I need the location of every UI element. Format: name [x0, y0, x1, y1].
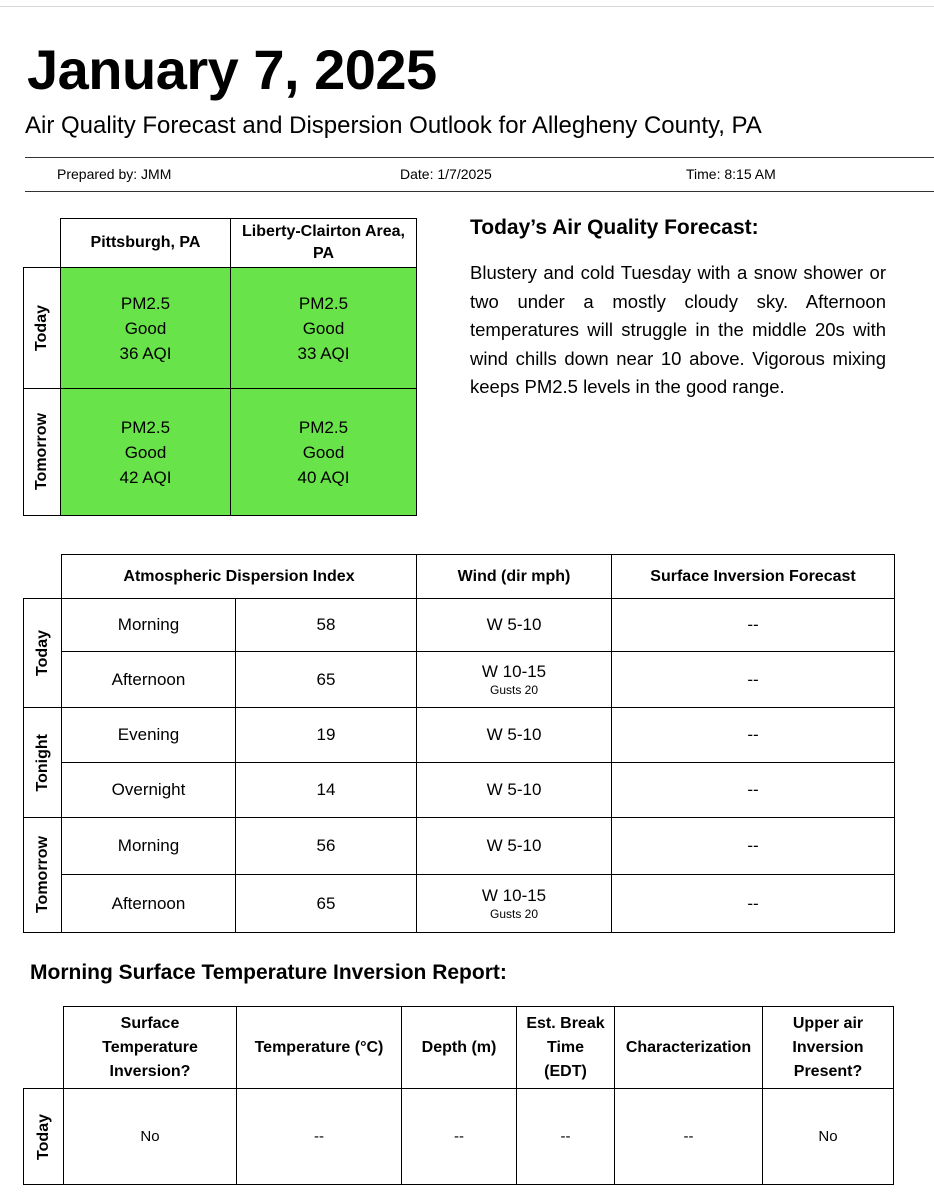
wind-speed: W 5-10 [486, 615, 542, 634]
period-label: Morning [62, 818, 236, 875]
col-wind: Wind (dir mph) [417, 555, 612, 599]
dispersion-table [23, 554, 895, 933]
page-subtitle: Air Quality Forecast and Dispersion Outlook for Allegheny County, PA [25, 112, 762, 139]
header-line: Est. Break [526, 1014, 605, 1032]
aqi-tomorrow-pittsburgh [61, 389, 231, 516]
dispersion-corner [24, 555, 62, 599]
inversion-value: -- [612, 875, 895, 933]
wind-value [417, 875, 612, 933]
inversion-value: -- [612, 763, 895, 818]
top-border [0, 6, 934, 7]
aqi-category: Good [124, 318, 167, 338]
surface-inversion-value: No [64, 1089, 237, 1185]
header-line: Inversion [792, 1038, 864, 1056]
dispersion-index-value: 65 [236, 652, 417, 708]
wind-speed: W 5-10 [486, 725, 542, 744]
period-label: Afternoon [62, 875, 236, 933]
col-characterization: Characterization [615, 1007, 763, 1089]
wind-value [417, 818, 612, 875]
wind-gust: Gusts 20 [490, 906, 539, 921]
report-time: Time: 8:15 AM [686, 166, 776, 182]
header-line: Surface [120, 1014, 180, 1032]
header-line: Upper air [792, 1014, 864, 1032]
wind-value [417, 708, 612, 763]
depth-value: -- [402, 1089, 517, 1185]
page-title: January 7, 2025 [27, 38, 437, 101]
aqi-table [23, 218, 417, 516]
group-today: Today [24, 599, 62, 708]
inversion-value: -- [612, 652, 895, 708]
period-label: Evening [62, 708, 236, 763]
aqi-tomorrow-liberty [231, 389, 417, 516]
inversion-row-today: Today [24, 1089, 64, 1185]
inversion-corner [24, 1007, 64, 1089]
prepared-by: Prepared by: JMM [57, 166, 172, 182]
aqi-row-tomorrow: Tomorrow [24, 389, 61, 516]
period-label: Afternoon [62, 652, 236, 708]
wind-gust: Gusts 20 [490, 682, 539, 697]
wind-speed: W 5-10 [486, 780, 542, 799]
aqi-value: 33 AQI [297, 343, 350, 363]
col-surface-inversion: Surface Inversion Forecast [612, 555, 895, 599]
aqi-col-liberty: Liberty-Clairton Area, PA [231, 219, 417, 268]
wind-speed: W 5-10 [486, 836, 542, 855]
header-line: Inversion? [109, 1062, 191, 1080]
aqi-corner [24, 219, 61, 268]
aqi-today-pittsburgh [61, 268, 231, 389]
dispersion-index-value: 19 [236, 708, 417, 763]
wind-speed: W 10-15 [481, 885, 547, 905]
pollutant: PM2.5 [298, 417, 349, 437]
inversion-report-heading: Morning Surface Temperature Inversion Report: [30, 961, 507, 984]
temperature-value: -- [237, 1089, 402, 1185]
header-line: (EDT) [544, 1062, 587, 1080]
aqi-value: 42 AQI [119, 467, 172, 487]
aqi-value: 40 AQI [297, 467, 350, 487]
header-line: Temperature [102, 1038, 198, 1056]
meta-top-rule [25, 157, 934, 158]
characterization-value: -- [615, 1089, 763, 1185]
aqi-category: Good [124, 442, 167, 462]
forecast-heading: Today’s Air Quality Forecast: [470, 216, 759, 239]
col-upper-air [763, 1007, 894, 1089]
inversion-value: -- [612, 708, 895, 763]
col-depth: Depth (m) [402, 1007, 517, 1089]
dispersion-index-value: 65 [236, 875, 417, 933]
header-line: Time [546, 1038, 585, 1056]
wind-value [417, 599, 612, 652]
pollutant: PM2.5 [120, 293, 171, 313]
wind-value [417, 652, 612, 708]
dispersion-index-value: 14 [236, 763, 417, 818]
group-tonight: Tonight [24, 708, 62, 818]
col-dispersion-index: Atmospheric Dispersion Index [62, 555, 417, 599]
header-line: Present? [793, 1062, 863, 1080]
wind-speed: W 10-15 [481, 661, 547, 681]
aqi-value: 36 AQI [119, 343, 172, 363]
inversion-value: -- [612, 818, 895, 875]
pollutant: PM2.5 [298, 293, 349, 313]
dispersion-index-value: 56 [236, 818, 417, 875]
wind-value [417, 763, 612, 818]
aqi-row-today: Today [24, 268, 61, 389]
meta-bottom-rule [25, 191, 934, 192]
dispersion-index-value: 58 [236, 599, 417, 652]
aqi-category: Good [302, 318, 345, 338]
group-tomorrow: Tomorrow [24, 818, 62, 933]
period-label: Morning [62, 599, 236, 652]
period-label: Overnight [62, 763, 236, 818]
upper-air-value: No [763, 1089, 894, 1185]
report-date: Date: 1/7/2025 [400, 166, 492, 182]
inversion-value: -- [612, 599, 895, 652]
col-temperature: Temperature (°C) [237, 1007, 402, 1089]
aqi-col-pittsburgh: Pittsburgh, PA [61, 219, 231, 268]
break-time-value: -- [517, 1089, 615, 1185]
col-surface-inversion [64, 1007, 237, 1089]
pollutant: PM2.5 [120, 417, 171, 437]
aqi-today-liberty [231, 268, 417, 389]
forecast-text: Blustery and cold Tuesday with a snow shower or two under a mostly cloudy sky. Afternoon temperatures will struggle in the middle 20s with wind chills down near 10 above. Vigorous mixing keeps PM2.5 levels in the good range. [470, 262, 886, 397]
aqi-category: Good [302, 442, 345, 462]
col-break-time [517, 1007, 615, 1089]
inversion-report-table [23, 1006, 894, 1185]
